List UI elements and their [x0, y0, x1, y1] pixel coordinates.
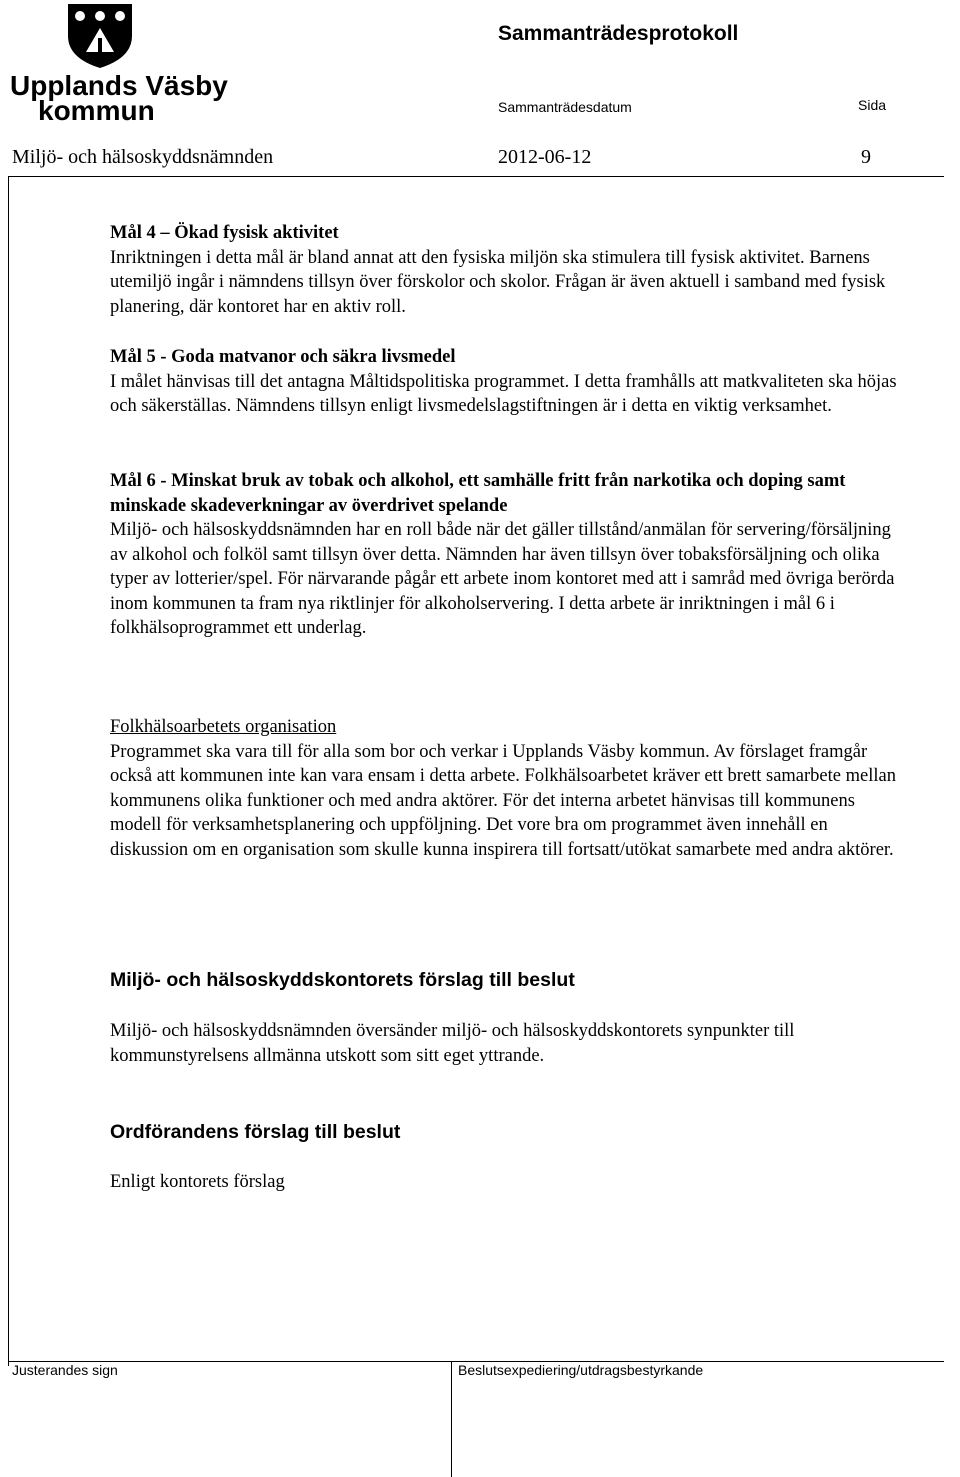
- goal5-heading: Mål 5 - Goda matvanor och säkra livsmedel: [110, 347, 456, 367]
- organisation-heading: Folkhälsoarbetets organisation: [110, 717, 337, 737]
- header-rule: [8, 176, 944, 177]
- goal6-body: Miljö- och hälsoskyddsnämnden har en roll både när det gäller tillstånd/anmälan för servering/försäljning av alkohol och folköl samt tillsyn över detta. Nämnden har även tillsyn över tobaksförsäljning och olika typer av lotterier/spel. För närvarande pågår ett arbete inom kontoret med att i samråd med övriga berörda inom kommunen ta fram nya riktlinjer för alkoholservering. I detta arbete är inriktningen i mål 6 i folkhälsoprogrammet ett underlag.: [110, 520, 895, 638]
- footer-divider: [451, 1361, 452, 1477]
- page-number: 9: [861, 146, 871, 168]
- chair-proposal-heading: Ordförandens förslag till beslut: [110, 1121, 401, 1143]
- goal6-section: [110, 469, 910, 641]
- dispatch-label: Beslutsexpediering/utdragsbestyrkande: [458, 1362, 704, 1378]
- document-title: Sammanträdesprotokoll: [498, 22, 739, 45]
- page-label: Sida: [858, 97, 887, 113]
- goal4-heading: Mål 4 – Ökad fysisk aktivitet: [110, 223, 339, 243]
- goal4-section: [110, 221, 910, 319]
- coat-of-arms-icon: [68, 4, 132, 68]
- organisation-body: Programmet ska vara till för alla som bor och verkar i Upplands Väsby kommun. Av förslaget framgår också att kommunen inte kan vara ensam i detta arbete. Folkhälsoarbetet kräver ett brett samarbete mellan kommunens olika funktioner och med andra aktörer. För det interna arbetet hänvisas till kommunens modell för verksamhetsplanering och uppföljning. Det vore bra om programmet även innehåll en diskussion om en organisation som skulle kunna inspirera till fortsatt/utökat samarbete med andra aktörer.: [110, 741, 896, 860]
- organisation-section: [110, 715, 910, 862]
- logo-text-line2: kommun: [38, 95, 155, 126]
- committee-name: Miljö- och hälsoskyddsnämnden: [12, 146, 274, 168]
- chair-proposal-body: Enligt kontorets förslag: [110, 1172, 285, 1192]
- logo-text-line1: Upplands Väsby: [10, 70, 228, 101]
- goal5-body: I målet hänvisas till det antagna Måltidspolitiska programmet. I detta framhålls att matkvaliteten ska höjas och säkerställas. Nämndens tillsyn enligt livsmedelslagstiftningen är i detta en viktig verksamhet.: [110, 371, 897, 416]
- chair-proposal-section: [110, 1120, 910, 1195]
- municipality-logo: [8, 2, 228, 126]
- left-margin-rule: [8, 176, 9, 1366]
- goal6-heading: Mål 6 - Minskat bruk av tobak och alkohol, ett samhälle fritt från narkotika och doping samt minskade skadeverkningar av överdrivet spelande: [110, 471, 846, 516]
- office-proposal-heading: Miljö- och hälsoskyddskontorets förslag till beslut: [110, 969, 575, 991]
- goal4-body: Inriktningen i detta mål är bland annat att den fysiska miljön ska stimulera till fysisk aktivitet. Barnens utemiljö ingår i nämndens tillsyn över förskolor och skolor. Frågan är även aktuell i samband med fysisk planering, där kontoret har en aktiv roll.: [110, 247, 886, 317]
- meeting-date-label: Sammanträdesdatum: [498, 99, 632, 115]
- signature-label: Justerandes sign: [12, 1362, 118, 1378]
- office-proposal-section: [110, 968, 910, 1068]
- meeting-date: 2012-06-12: [498, 146, 592, 168]
- goal5-section: [110, 345, 910, 419]
- office-proposal-body: Miljö- och hälsoskyddsnämnden översänder miljö- och hälsoskyddskontorets synpunkter till kommunstyrelsens allmänna utskott som sitt eget yttrande.: [110, 1021, 795, 1066]
